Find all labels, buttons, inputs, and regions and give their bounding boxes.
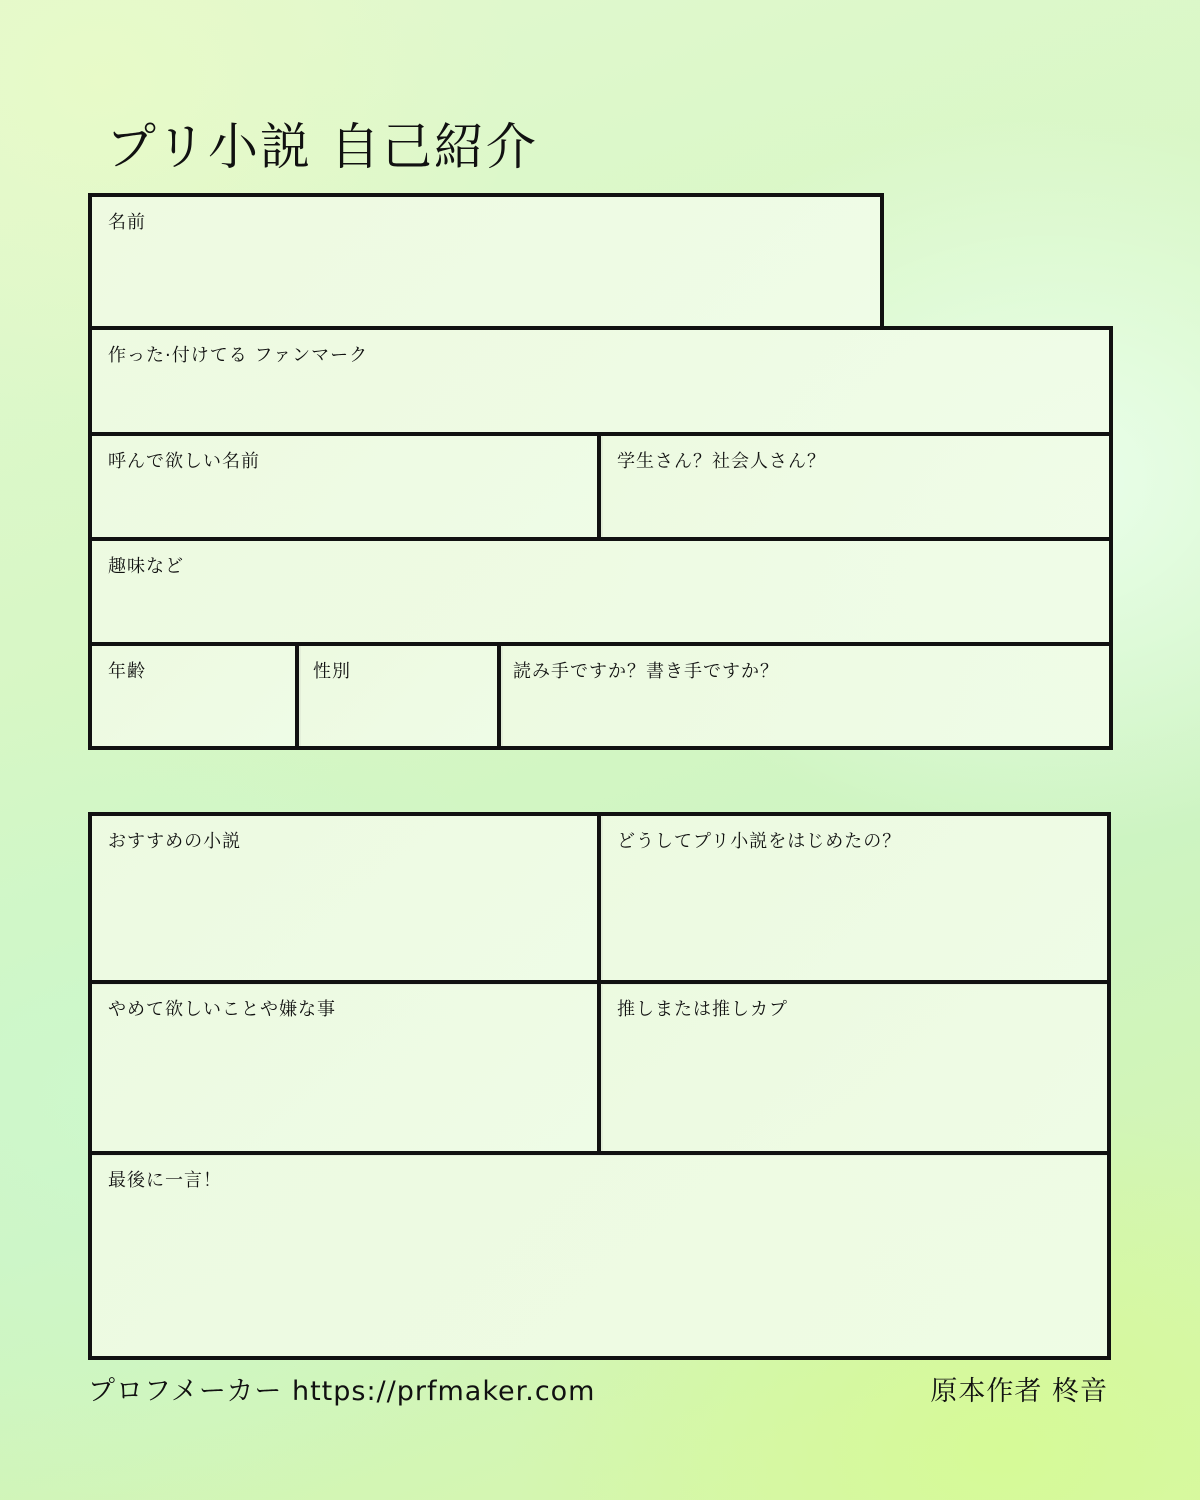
gender-field[interactable]: [295, 642, 503, 750]
favorite-label: 推しまたは推しカプ: [617, 999, 788, 1020]
nickname-label: 呼んで欲しい名前: [108, 451, 260, 472]
hobbies-field[interactable]: [88, 537, 1113, 646]
maker-credit: プロフメーカー https://prfmaker.com: [88, 1376, 596, 1407]
reader-or-writer-field[interactable]: [497, 642, 1113, 750]
fan-mark-label: 作った·付けてる ファンマーク: [108, 345, 369, 366]
why-started-label: どうしてプリ小説をはじめたの？: [617, 831, 902, 852]
last-word-field[interactable]: [88, 1151, 1111, 1360]
age-field[interactable]: [88, 642, 301, 750]
why-started-field[interactable]: [597, 812, 1111, 985]
recommended-novel-label: おすすめの小説: [108, 831, 242, 852]
favorite-field[interactable]: [597, 980, 1111, 1156]
dislikes-label: やめて欲しいことや嫌な事: [108, 999, 336, 1020]
page-title: プリ小説 自己紹介: [106, 118, 538, 176]
last-word-label: 最後に一言！: [108, 1170, 222, 1191]
reader-or-writer-label: 読み手ですか？書き手ですか？: [513, 661, 779, 682]
gender-label: 性別: [313, 661, 351, 682]
name-label: 名前: [108, 212, 146, 233]
nickname-field[interactable]: [88, 432, 603, 541]
student-or-worker-field[interactable]: [597, 432, 1113, 541]
age-label: 年齢: [108, 661, 146, 682]
name-field[interactable]: [88, 193, 884, 330]
recommended-novel-field[interactable]: [88, 812, 603, 985]
author-credit: 原本作者 柊音: [930, 1376, 1108, 1407]
hobbies-label: 趣味など: [108, 556, 184, 577]
fan-mark-field[interactable]: [88, 326, 1113, 436]
student-or-worker-label: 学生さん？社会人さん？: [617, 451, 826, 472]
dislikes-field[interactable]: [88, 980, 603, 1156]
